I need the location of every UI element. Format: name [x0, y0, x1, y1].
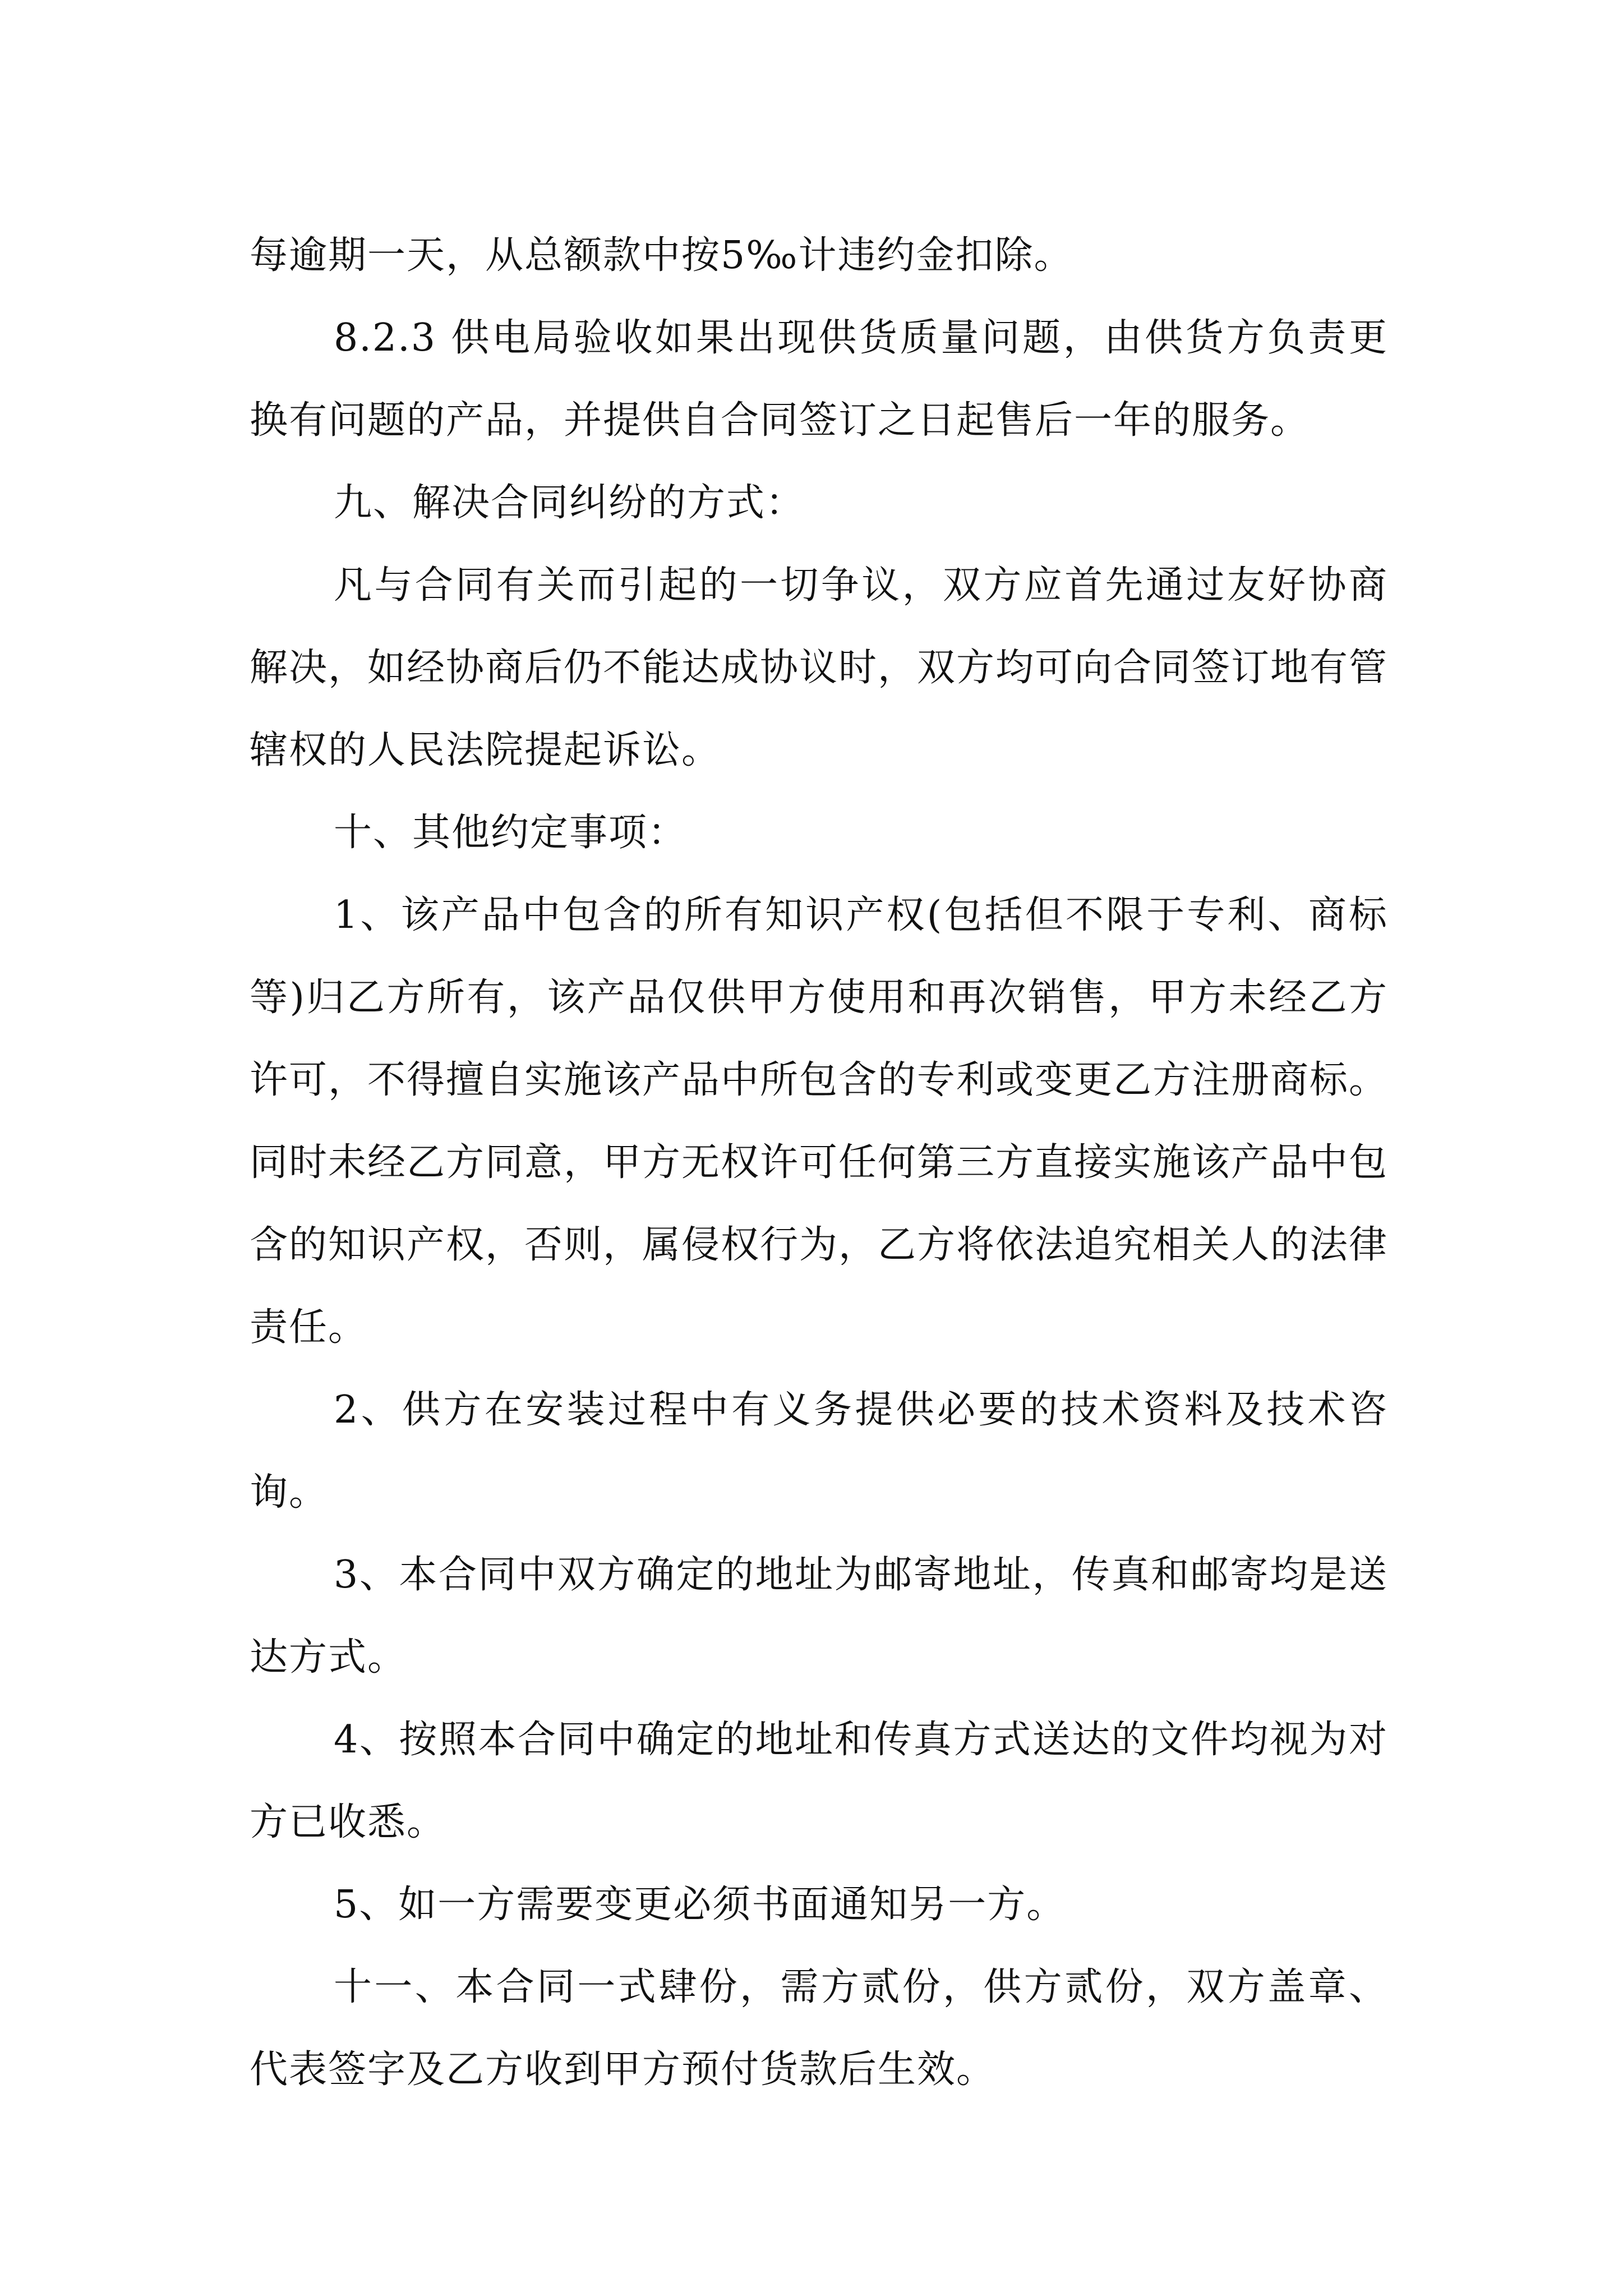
paragraph-item-1-ip: 1、该产品中包含的所有知识产权(包括但不限于专利、商标等)归乙方所有，该产品仅供甲方使用和再次销售，甲方未经乙方许可，不得擅自实施该产品中所包含的专利或变更乙方注册商标。同时未经乙方同意，甲方无权许可任何第三方直接实施该产品中包含的知识产权，否则，属侵权行为，乙方将依法追究相关人的法律责任。 — [250, 893, 1389, 1350]
paragraph-item-3-address: 3、本合同中双方确定的地址为邮寄地址，传真和邮寄均是送达方式。 — [250, 1553, 1388, 1680]
paragraph-item-4-delivery: 4、按照本合同中确定的地址和传真方式送达的文件均视为对方已收悉。 — [250, 1718, 1388, 1844]
paragraph-item-2-technical: 2、供方在安装过程中有义务提供必要的技术资料及技术咨询。 — [250, 1388, 1388, 1515]
document-body — [250, 214, 1388, 2111]
heading-dispute-resolution: 九、解决合同纠纷的方式： — [334, 481, 805, 525]
paragraph-item-5-change-notice: 5、如一方需要变更必须书面通知另一方。 — [334, 1883, 1066, 1927]
heading-other-agreements: 十、其他约定事项： — [334, 811, 688, 855]
paragraph-clause-8-2-3: 8.2.3 供电局验收如果出现供货质量问题，由供货方负责更换有问题的产品，并提供自合同签订之日起售后一年的服务。 — [250, 316, 1388, 443]
paragraph-dispute-resolution: 凡与合同有关而引起的一切争议，双方应首先通过友好协商解决，如经协商后仍不能达成协议时，双方均可向合同签订地有管辖权的人民法院提起诉讼。 — [250, 563, 1389, 772]
paragraph-penalty-continuation: 每逾期一天，从总额款中按5‰计违约金扣除。 — [250, 233, 1073, 278]
paragraph-clause-11-copies: 十一、本合同一式肆份，需方贰份，供方贰份，双方盖章、代表签字及乙方收到甲方预付货款后生效。 — [250, 1965, 1388, 2092]
